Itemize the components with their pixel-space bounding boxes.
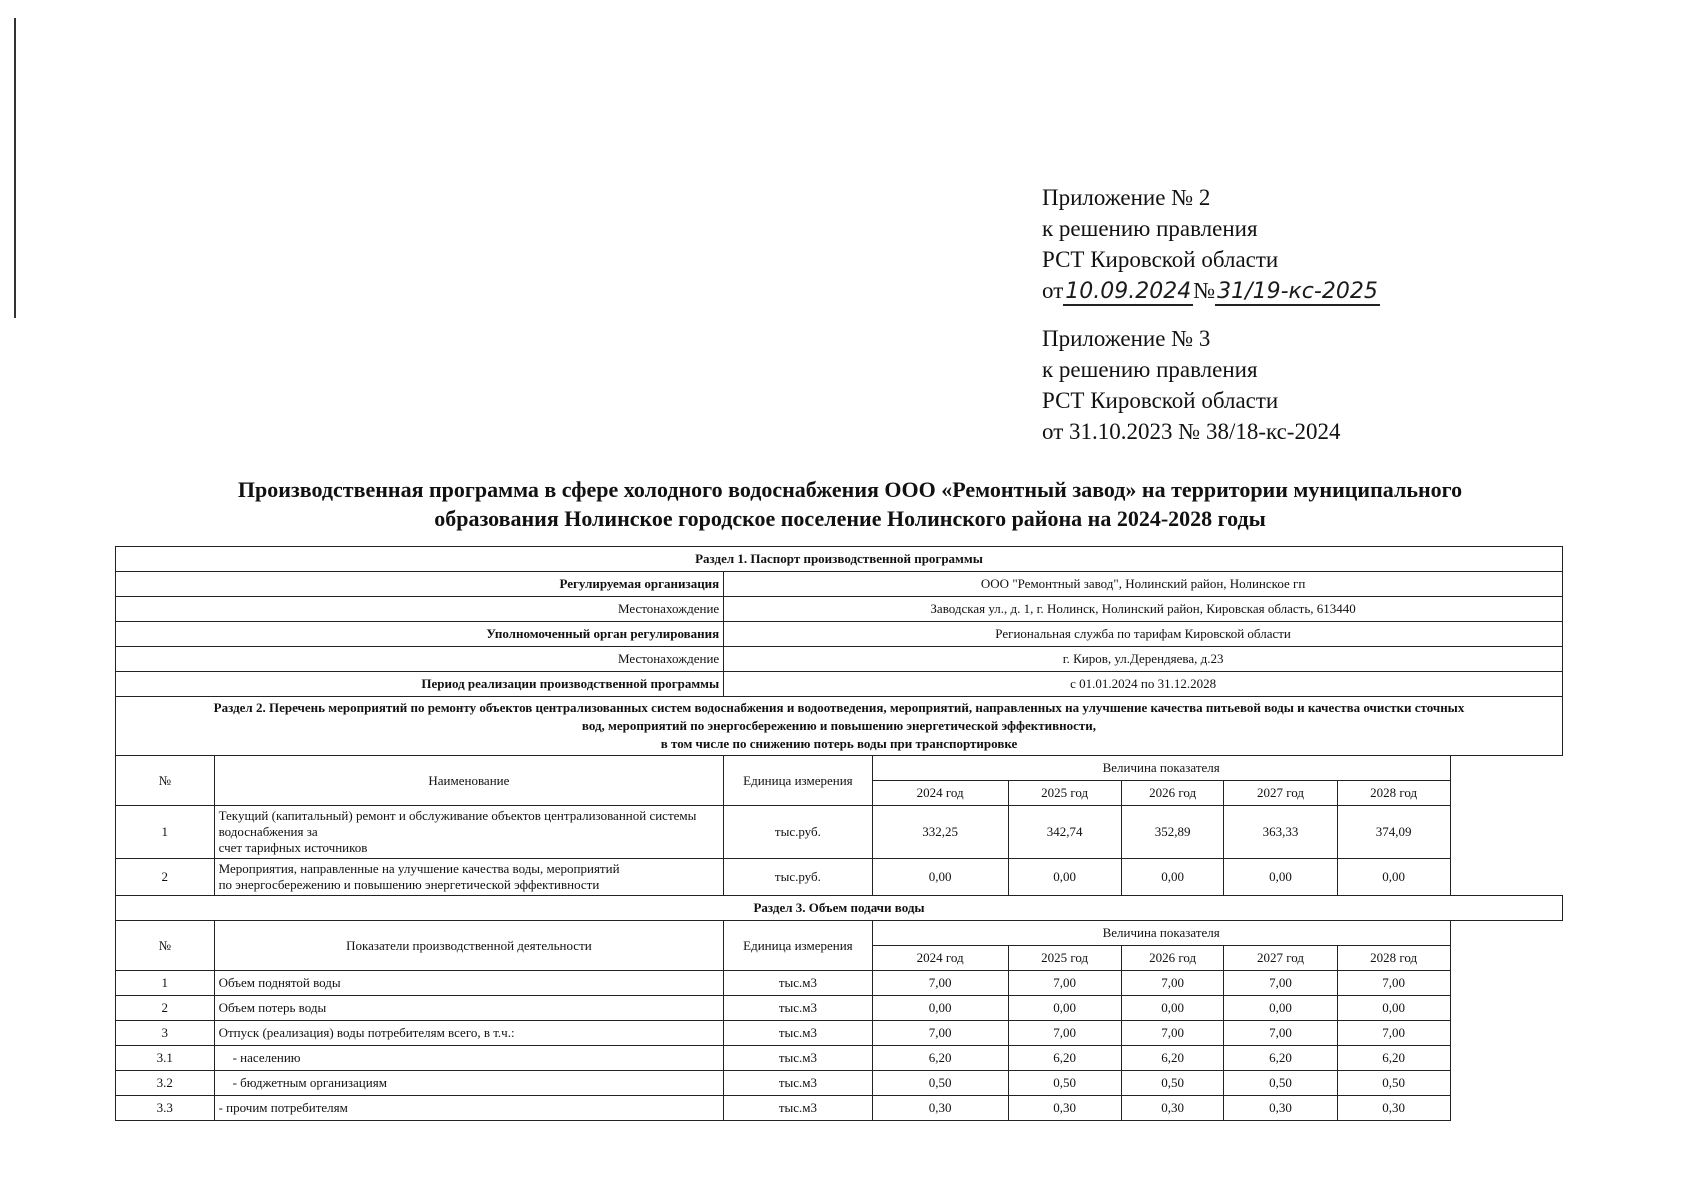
- handwritten-number: 31/19-кс-2025: [1217, 279, 1378, 304]
- passport-row: [116, 572, 1563, 597]
- row-name: Отпуск (реализация) воды потребителям всего, в т.ч.:: [214, 1021, 724, 1046]
- table-row: [116, 1096, 1563, 1121]
- row-no: 2: [116, 859, 215, 896]
- row-no: 1: [116, 971, 215, 996]
- row-value: 7,00: [1337, 971, 1450, 996]
- row-value: 332,25: [872, 806, 1008, 859]
- table-row: [116, 996, 1563, 1021]
- passport-label: Регулируемая организация: [116, 572, 724, 597]
- col-header-name: Показатели производственной деятельности: [214, 921, 724, 971]
- row-value: 0,30: [872, 1096, 1008, 1121]
- col-header-value: Величина показателя: [872, 921, 1450, 946]
- row-value: 0,00: [1121, 859, 1224, 896]
- row-name-line1: Мероприятия, направленные на улучшение качества воды, мероприятий: [218, 861, 620, 876]
- document-title: [100, 475, 1600, 533]
- section3-header-row: [116, 921, 1563, 946]
- passport-value: Региональная служба по тарифам Кировской области: [724, 622, 1563, 647]
- year-header: 2026 год: [1121, 781, 1224, 806]
- row-value: 0,30: [1224, 1096, 1337, 1121]
- row-value: 352,89: [1121, 806, 1224, 859]
- appendix-2-line2: к решению правления: [1042, 216, 1258, 241]
- appendix-3-block: [1042, 323, 1340, 447]
- row-value: 7,00: [1224, 971, 1337, 996]
- row-value: 6,20: [1008, 1046, 1121, 1071]
- table-row: [116, 1046, 1563, 1071]
- row-value: 7,00: [1121, 971, 1224, 996]
- row-unit: тыс.руб.: [724, 806, 872, 859]
- appendix-3-line1: Приложение № 3: [1042, 326, 1211, 351]
- row-name-line1: Текущий (капитальный) ремонт и обслуживание объектов централизованной системы водоснабжения за: [218, 808, 697, 839]
- section2-heading-line3: в том числе по снижению потерь воды при транспортировке: [660, 736, 1018, 751]
- row-value: 0,30: [1008, 1096, 1121, 1121]
- row-unit: тыс.м3: [724, 1096, 872, 1121]
- passport-row: [116, 597, 1563, 622]
- appendix-2-line1: Приложение № 2: [1042, 185, 1211, 210]
- section2-heading: [116, 697, 1563, 756]
- row-no: 1: [116, 806, 215, 859]
- title-line1: Производственная программа в сфере холодного водоснабжения ООО «Ремонтный завод» на территории муниципального: [237, 477, 1463, 502]
- row-value: 0,00: [1008, 996, 1121, 1021]
- row-name: [214, 806, 724, 859]
- table-row: [116, 859, 1563, 896]
- appendix-3-line2: к решению правления: [1042, 357, 1258, 382]
- handwritten-date: 10.09.2024: [1065, 279, 1192, 304]
- passport-row: [116, 672, 1563, 697]
- section2-heading-line2: вод, мероприятий по энергосбережению и повышению энергетической эффективности,: [581, 718, 1097, 733]
- passport-row: [116, 622, 1563, 647]
- passport-value: с 01.01.2024 по 31.12.2028: [724, 672, 1563, 697]
- row-value: 0,00: [872, 859, 1008, 896]
- row-name: Объем поднятой воды: [214, 971, 724, 996]
- row-value: 7,00: [1337, 1021, 1450, 1046]
- row-no: 3.3: [116, 1096, 215, 1121]
- year-header: 2025 год: [1008, 781, 1121, 806]
- year-header: 2025 год: [1008, 946, 1121, 971]
- section3-heading: Раздел 3. Объем подачи воды: [116, 896, 1563, 921]
- year-header: 2028 год: [1337, 946, 1450, 971]
- passport-value: Заводская ул., д. 1, г. Нолинск, Нолинский район, Кировская область, 613440: [724, 597, 1563, 622]
- row-unit: тыс.м3: [724, 1021, 872, 1046]
- row-value: 6,20: [872, 1046, 1008, 1071]
- row-name: - бюджетным организациям: [214, 1071, 724, 1096]
- row-no: 3.1: [116, 1046, 215, 1071]
- table-row: [116, 971, 1563, 996]
- passport-value: ООО "Ремонтный завод", Нолинский район, Нолинское гп: [724, 572, 1563, 597]
- col-header-no: №: [116, 921, 215, 971]
- row-name: - населению: [214, 1046, 724, 1071]
- section3-heading-row: [116, 896, 1563, 921]
- year-header: 2024 год: [872, 946, 1008, 971]
- date-prefix: от: [1042, 278, 1064, 303]
- col-header-unit: Единица измерения: [724, 756, 872, 806]
- row-unit: тыс.м3: [724, 971, 872, 996]
- passport-row: [116, 647, 1563, 672]
- row-value: 0,50: [1121, 1071, 1224, 1096]
- number-prefix: №: [1193, 278, 1216, 303]
- table-row: [116, 1071, 1563, 1096]
- row-value: 0,00: [1121, 996, 1224, 1021]
- col-header-no: №: [116, 756, 215, 806]
- year-header: 2028 год: [1337, 781, 1450, 806]
- row-value: 7,00: [872, 1021, 1008, 1046]
- row-unit: тыс.м3: [724, 996, 872, 1021]
- passport-label: Уполномоченный орган регулирования: [116, 622, 724, 647]
- row-no: 3: [116, 1021, 215, 1046]
- col-header-unit: Единица измерения: [724, 921, 872, 971]
- row-name: Объем потерь воды: [214, 996, 724, 1021]
- title-line2: образования Нолинское городское поселение Нолинского района на 2024-2028 годы: [434, 506, 1266, 531]
- row-name: [214, 859, 724, 896]
- section2-heading-line1: Раздел 2. Перечень мероприятий по ремонту объектов централизованных систем водоснабжения и водоотведения, мероприятий, направленных на улучшение качества питьевой воды и качества очистки сточных: [213, 700, 1465, 715]
- appendix-3-line3: РСТ Кировской области: [1042, 388, 1279, 413]
- row-unit: тыс.м3: [724, 1071, 872, 1096]
- appendix-2-block: [1042, 182, 1380, 306]
- appendix-2-date-line: [1042, 275, 1380, 306]
- row-value: 0,50: [1008, 1071, 1121, 1096]
- section2-header-row: [116, 756, 1563, 781]
- row-value: 7,00: [1008, 1021, 1121, 1046]
- row-no: 3.2: [116, 1071, 215, 1096]
- row-value: 363,33: [1224, 806, 1337, 859]
- year-header: 2027 год: [1224, 946, 1337, 971]
- section1-heading: Раздел 1. Паспорт производственной программы: [116, 547, 1563, 572]
- section2-heading-row: [116, 697, 1563, 756]
- row-value: 0,00: [1224, 996, 1337, 1021]
- row-value: 7,00: [1008, 971, 1121, 996]
- row-value: 342,74: [1008, 806, 1121, 859]
- row-name: - прочим потребителям: [214, 1096, 724, 1121]
- appendix-3-line4: от 31.10.2023 № 38/18-кс-2024: [1042, 419, 1341, 444]
- row-unit: тыс.руб.: [724, 859, 872, 896]
- row-value: 0,00: [1224, 859, 1337, 896]
- table-row: [116, 1021, 1563, 1046]
- row-value: 0,50: [872, 1071, 1008, 1096]
- row-value: 0,50: [1337, 1071, 1450, 1096]
- year-header: 2026 год: [1121, 946, 1224, 971]
- row-value: 0,00: [1337, 996, 1450, 1021]
- col-header-value: Величина показателя: [872, 756, 1450, 781]
- table-row: [116, 806, 1563, 859]
- row-value: 0,30: [1121, 1096, 1224, 1121]
- row-unit: тыс.м3: [724, 1046, 872, 1071]
- row-value: 7,00: [1121, 1021, 1224, 1046]
- row-name-line2: счет тарифных источников: [218, 840, 368, 855]
- row-value: 7,00: [1224, 1021, 1337, 1046]
- row-value: 0,00: [872, 996, 1008, 1021]
- passport-value: г. Киров, ул.Дерендяева, д.23: [724, 647, 1563, 672]
- year-header: 2027 год: [1224, 781, 1337, 806]
- row-no: 2: [116, 996, 215, 1021]
- row-name-line2: по энергосбережению и повышению энергетической эффективности: [218, 877, 600, 892]
- appendix-2-line3: РСТ Кировской области: [1042, 247, 1279, 272]
- row-value: 0,00: [1008, 859, 1121, 896]
- year-header: 2024 год: [872, 781, 1008, 806]
- row-value: 0,50: [1224, 1071, 1337, 1096]
- col-header-name: Наименование: [214, 756, 724, 806]
- passport-label: Период реализации производственной программы: [116, 672, 724, 697]
- row-value: 6,20: [1121, 1046, 1224, 1071]
- row-value: 6,20: [1337, 1046, 1450, 1071]
- row-value: 7,00: [872, 971, 1008, 996]
- row-value: 374,09: [1337, 806, 1450, 859]
- program-table: [115, 546, 1563, 1121]
- section1-heading-row: [116, 547, 1563, 572]
- passport-label: Местонахождение: [116, 647, 724, 672]
- row-value: 0,00: [1337, 859, 1450, 896]
- margin-line: [14, 18, 16, 318]
- row-value: 0,30: [1337, 1096, 1450, 1121]
- passport-label: Местонахождение: [116, 597, 724, 622]
- row-value: 6,20: [1224, 1046, 1337, 1071]
